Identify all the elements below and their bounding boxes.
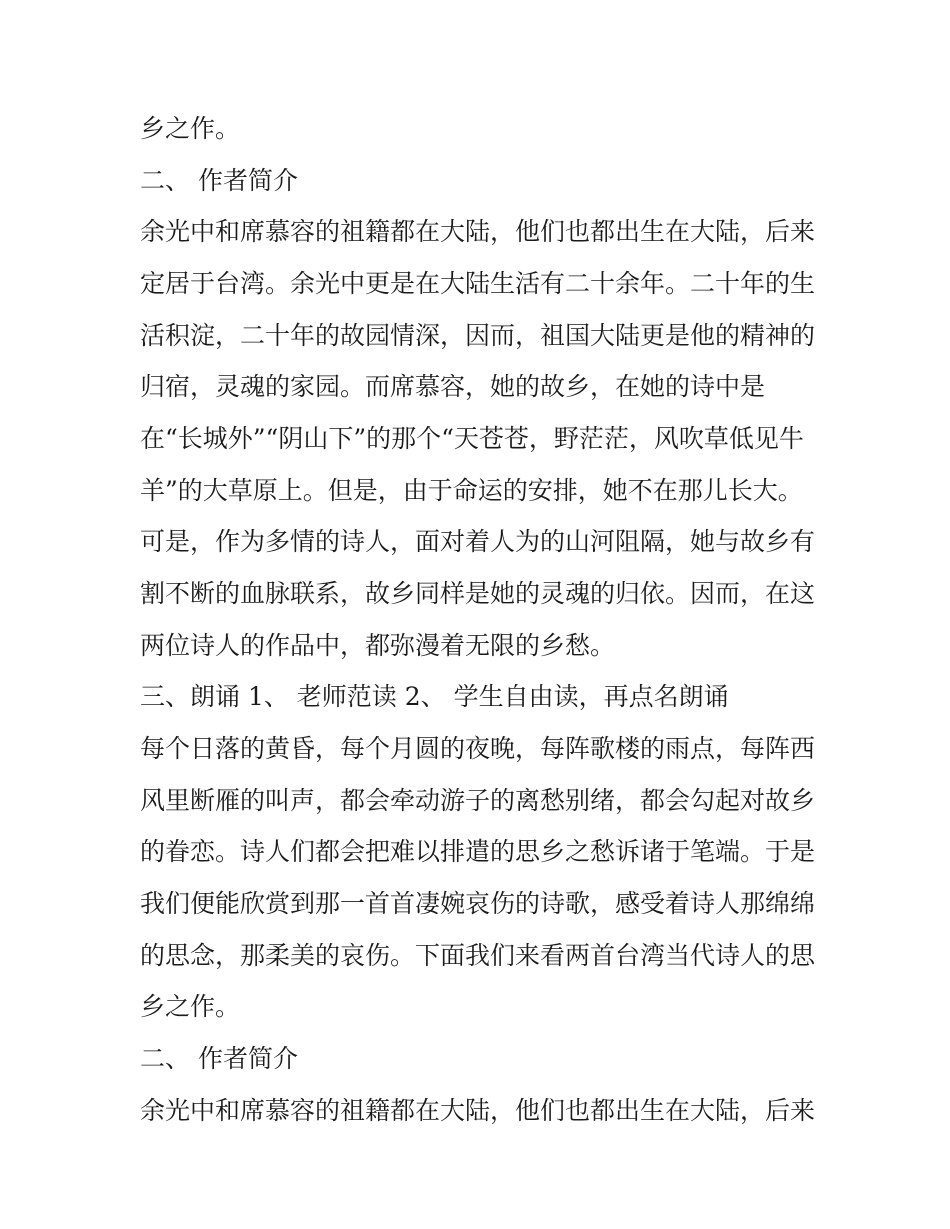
text-line: 归宿，灵魂的家园。而席慕容，她的故乡，在她的诗中是	[140, 372, 766, 401]
text-line: 的眷恋。诗人们都会把难以排遣的思乡之愁诉诸于笔端。于是	[140, 837, 816, 866]
text-line: 乡之作。	[140, 114, 241, 143]
section-heading: 三、朗诵 1、 老师范读 2、 学生自由读，再点名朗诵	[140, 682, 729, 711]
text-line: 乡之作。	[140, 992, 241, 1021]
text-line: 余光中和席慕容的祖籍都在大陆，他们也都出生在大陆，后来	[140, 1096, 816, 1125]
text-line: 的思念，那柔美的哀伤。下面我们来看两首台湾当代诗人的思	[140, 941, 816, 970]
text-line: 在“长城外”“阴山下”的那个“天苍苍，野茫茫，风吹草低见牛	[140, 424, 804, 453]
text-line: 风里断雁的叫声，都会牵动游子的离愁别绪，都会勾起对故乡	[140, 786, 816, 815]
text-line: 余光中和席慕容的祖籍都在大陆，他们也都出生在大陆，后来	[140, 217, 816, 246]
text-line: 羊”的大草原上。但是，由于命运的安排，她不在那儿长大。	[140, 476, 803, 505]
text-line: 我们便能欣赏到那一首首凄婉哀伤的诗歌，感受着诗人那绵绵	[140, 889, 816, 918]
text-line: 可是，作为多情的诗人，面对着人为的山河阻隔，她与故乡有	[140, 527, 816, 556]
text-line: 定居于台湾。余光中更是在大陆生活有二十余年。二十年的生	[140, 269, 816, 298]
section-heading: 二、 作者简介	[140, 166, 298, 195]
section-heading: 二、 作者简介	[140, 1044, 298, 1073]
text-line: 两位诗人的作品中，都弥漫着无限的乡愁。	[140, 631, 616, 660]
text-line: 活积淀，二十年的故园情深，因而，祖国大陆更是他的精神的	[140, 321, 816, 350]
text-line: 每个日落的黄昏，每个月圆的夜晚，每阵歌楼的雨点，每阵西	[140, 734, 816, 763]
text-line: 割不断的血脉联系，故乡同样是她的灵魂的归依。因而，在这	[140, 579, 816, 608]
